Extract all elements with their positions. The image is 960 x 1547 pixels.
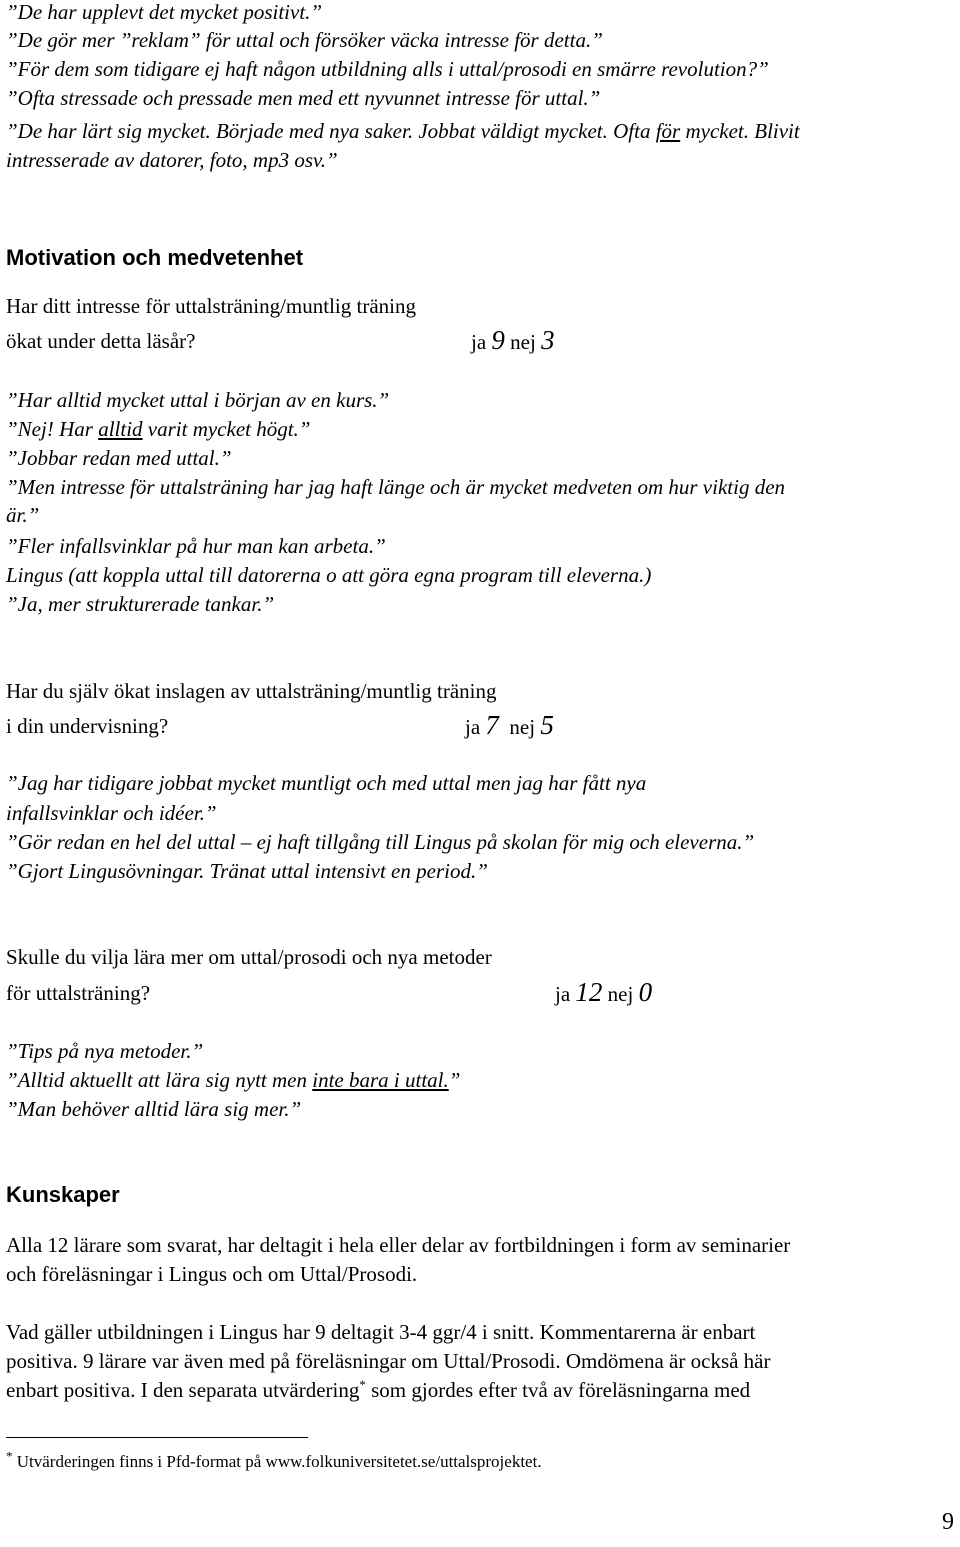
q1-comment: ”Ja, mer strukturerade tankar.” bbox=[6, 592, 275, 616]
paragraph-line: Alla 12 lärare som svarat, har deltagit i hela eller delar av fortbildningen i form av seminarier bbox=[6, 1233, 791, 1257]
section-heading-motivation: Motivation och medvetenhet bbox=[6, 245, 304, 270]
intro-comment-4: ”Ofta stressade och pressade men med ett nyvunnet intresse för uttal.” bbox=[6, 86, 601, 110]
q1-comment: är.” bbox=[6, 503, 40, 527]
question-2-result bbox=[465, 711, 554, 741]
nej-label: nej bbox=[510, 330, 536, 354]
ja-label: ja bbox=[555, 982, 571, 1006]
q1-comment: ”Fler infallsvinklar på hur man kan arbeta.” bbox=[6, 534, 386, 558]
nej-label: nej bbox=[607, 982, 634, 1006]
q3-comment: ”Tips på nya metoder.” bbox=[6, 1039, 204, 1063]
nej-count: 5 bbox=[540, 710, 554, 740]
nej-label: nej bbox=[509, 715, 536, 739]
paragraph-line: positiva. 9 lärare var även med på föreläsningar om Uttal/Prosodi. Omdömena är också här bbox=[6, 1349, 771, 1373]
footnote-divider bbox=[6, 1437, 308, 1438]
nej-count: 3 bbox=[541, 325, 555, 355]
footnote-marker: * bbox=[359, 1377, 366, 1392]
q1-comment: ”Jobbar redan med uttal.” bbox=[6, 446, 232, 470]
q3-comment: ”Man behöver alltid lära sig mer.” bbox=[6, 1097, 302, 1121]
q1-comment: ”Har alltid mycket uttal i början av en kurs.” bbox=[6, 388, 390, 412]
intro-comment-3: ”För dem som tidigare ej haft någon utbildning alls i uttal/prosodi en smärre revolution?” bbox=[6, 57, 769, 81]
question-1-line-2: ökat under detta läsår? bbox=[6, 329, 196, 353]
ja-label: ja bbox=[465, 715, 481, 739]
q2-comment: ”Gör redan en hel del uttal – ej haft tillgång till Lingus på skolan för mig och eleverna.” bbox=[6, 830, 755, 854]
section-heading-kunskaper: Kunskaper bbox=[6, 1182, 120, 1207]
ja-count: 9 bbox=[491, 325, 505, 355]
q1-comment: Lingus (att koppla uttal till datorerna o att göra egna program till eleverna.) bbox=[6, 563, 652, 587]
question-2-line-1: Har du själv ökat inslagen av uttalsträning/muntlig träning bbox=[6, 679, 497, 703]
q1-comment: ”Men intresse för uttalsträning har jag haft länge och är mycket medveten om hur viktig den bbox=[6, 475, 786, 499]
q2-comment: infallsvinklar och idéer.” bbox=[6, 801, 217, 825]
intro-comment-2: ”De gör mer ”reklam” för uttal och försöker väcka intresse för detta.” bbox=[6, 28, 603, 52]
footnote: * Utvärderingen finns i Pfd-format på www.folkuniversitetet.se/uttalsprojektet. bbox=[6, 1448, 542, 1471]
question-3-line-1: Skulle du vilja lära mer om uttal/prosodi och nya metoder bbox=[6, 945, 492, 969]
question-1-line-1: Har ditt intresse för uttalsträning/muntlig träning bbox=[6, 294, 417, 318]
paragraph-line: Vad gäller utbildningen i Lingus har 9 deltagit 3-4 ggr/4 i snitt. Kommentarerna är enbart bbox=[6, 1320, 756, 1344]
q1-comment: ”Nej! Har alltid varit mycket högt.” bbox=[6, 417, 311, 441]
q3-comment: ”Alltid aktuellt att lära sig nytt men inte bara i uttal.” bbox=[6, 1068, 461, 1092]
ja-label: ja bbox=[471, 330, 487, 354]
intro-comment-1: ”De har upplevt det mycket positivt.” bbox=[6, 0, 323, 24]
ja-count: 7 bbox=[485, 710, 499, 740]
page-number: 9 bbox=[942, 1509, 954, 1535]
question-1-result bbox=[471, 326, 555, 356]
nej-count: 0 bbox=[638, 977, 653, 1007]
intro-comment-5: ”De har lärt sig mycket. Började med nya saker. Jobbat väldigt mycket. Ofta för mycket. Blivit bbox=[6, 119, 800, 143]
question-3-result bbox=[555, 978, 652, 1008]
paragraph-line: och föreläsningar i Lingus och om Uttal/Prosodi. bbox=[6, 1262, 418, 1286]
q2-comment: ”Gjort Lingusövningar. Tränat uttal intensivt en period.” bbox=[6, 859, 488, 883]
footnote-marker: * bbox=[6, 1448, 13, 1464]
question-2-line-2: i din undervisning? bbox=[6, 714, 169, 738]
paragraph-line: enbart positiva. I den separata utvärdering* som gjordes efter två av föreläsningarna med bbox=[6, 1377, 751, 1402]
ja-count: 12 bbox=[575, 977, 603, 1007]
question-3-line-2: för uttalsträning? bbox=[6, 981, 151, 1005]
q2-comment: ”Jag har tidigare jobbat mycket muntligt och med uttal men jag har fått nya bbox=[6, 771, 647, 795]
intro-comment-5-cont: intresserade av datorer, foto, mp3 osv.” bbox=[6, 148, 338, 172]
